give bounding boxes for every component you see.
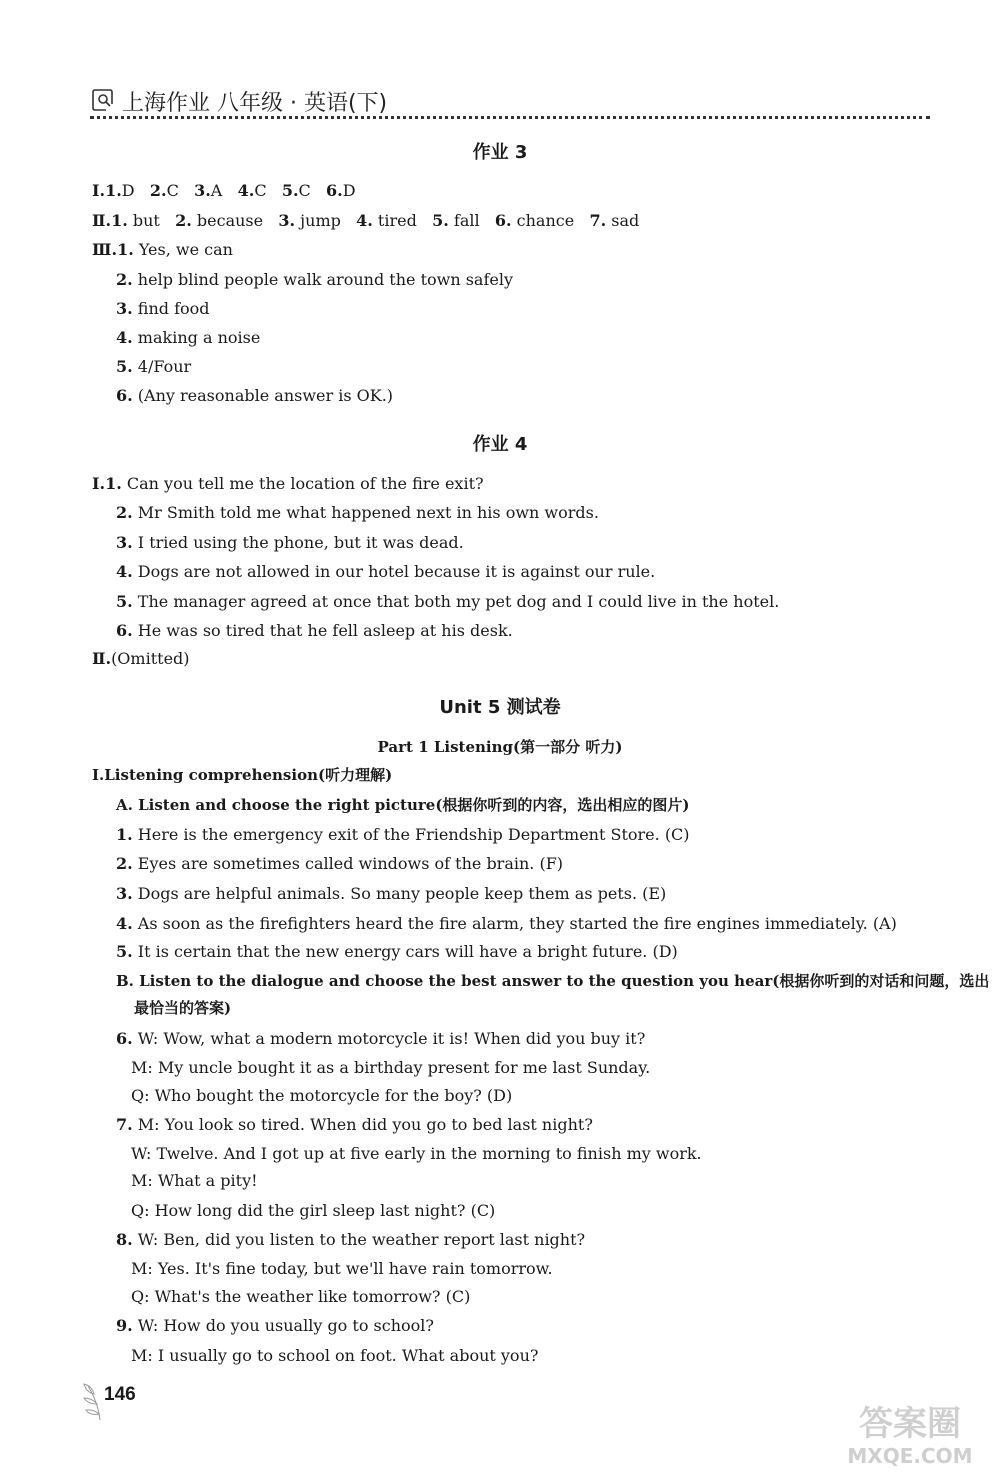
section-b-heading-cont: 最恰当的答案) — [134, 999, 232, 1017]
dialogue-line: Q: What's the weather like tomorrow? (C) — [131, 1287, 471, 1306]
dialogue-line: M: My uncle bought it as a birthday present for me last Sunday. — [131, 1058, 651, 1077]
listening-comprehension-heading: Ⅰ.Listening comprehension(听力理解) — [92, 766, 393, 784]
section-a-item: 5. It is certain that the new energy cars will have a bright future. (D) — [116, 942, 678, 961]
section-a-heading: A. Listen and choose the right picture(根据你听到的内容，选出相应的图片) — [116, 796, 690, 814]
hw3-part3-item: 5. 4/Four — [116, 357, 192, 376]
hw4-part1-item: 4. Dogs are not allowed in our hotel because it is against our rule. — [116, 562, 656, 581]
book-title: 上海作业 八年级 · 英语(下) — [122, 91, 388, 116]
section-title-hw4: 作业 4 — [472, 434, 528, 455]
dialogue-line: 8. W: Ben, did you listen to the weather report last night? — [116, 1230, 586, 1249]
hw4-part1-item: 3. I tried using the phone, but it was dead. — [116, 533, 464, 552]
dialogue-line: 6. W: Wow, what a modern motorcycle it is! When did you buy it? — [116, 1029, 646, 1048]
magnifier-book-icon — [90, 88, 116, 112]
hw3-part3-item: Ⅲ.1. Yes, we can — [92, 240, 233, 259]
section-b-heading: B. Listen to the dialogue and choose the best answer to the question you hear(根据你听到的对话和问题，选出 — [116, 972, 990, 990]
header-divider — [90, 116, 930, 119]
section-title-hw3: 作业 3 — [472, 142, 528, 163]
hw3-part1-answers: Ⅰ.1.D 2.C 3.A 4.C 5.C 6.D — [92, 181, 356, 200]
watermark-text: 答案圈 — [859, 1404, 961, 1444]
section-a-item: 1. Here is the emergency exit of the Friendship Department Store. (C) — [116, 825, 690, 844]
section-a-item: 4. As soon as the firefighters heard the fire alarm, they started the fire engines immediately. (A) — [116, 914, 897, 933]
watermark-logo — [830, 1395, 990, 1470]
dialogue-line: W: Twelve. And I got up at five early in the morning to finish my work. — [131, 1144, 702, 1163]
hw4-part2: Ⅱ.(Omitted) — [92, 649, 190, 668]
hw3-part3-item: 2. help blind people walk around the town safely — [116, 270, 514, 289]
hw4-part1-item: 6. He was so tired that he fell asleep at his desk. — [116, 621, 513, 640]
page-header — [90, 80, 930, 120]
dialogue-line: 9. W: How do you usually go to school? — [116, 1316, 434, 1335]
hw3-part3-item: 6. (Any reasonable answer is OK.) — [116, 386, 394, 405]
section-a-item: 2. Eyes are sometimes called windows of the brain. (F) — [116, 854, 564, 873]
section-title-unit5: Unit 5 测试卷 — [439, 697, 561, 718]
dialogue-line: Q: Who bought the motorcycle for the boy? (D) — [131, 1086, 513, 1105]
part1-heading: Part 1 Listening(第一部分 听力) — [377, 738, 623, 756]
page-number: 146 — [104, 1384, 136, 1405]
dialogue-line: M: What a pity! — [131, 1171, 258, 1190]
hw4-part1-item: Ⅰ.1. Can you tell me the location of the fire exit? — [92, 474, 484, 493]
hw4-part1-item: 5. The manager agreed at once that both my pet dog and I could live in the hotel. — [116, 592, 780, 611]
hw3-part3-item: 3. find food — [116, 299, 210, 318]
hw3-part3-item: 4. making a noise — [116, 328, 261, 347]
hw3-part2-answers: Ⅱ.1. but 2. because 3. jump 4. tired 5. fall 6. chance 7. sad — [92, 211, 640, 230]
hw4-part1-item: 2. Mr Smith told me what happened next in his own words. — [116, 503, 599, 522]
dialogue-line: 7. M: You look so tired. When did you go to bed last night? — [116, 1115, 593, 1134]
section-a-item: 3. Dogs are helpful animals. So many people keep them as pets. (E) — [116, 884, 667, 903]
dialogue-line: M: Yes. It's fine today, but we'll have rain tomorrow. — [131, 1259, 553, 1278]
dialogue-line: M: I usually go to school on foot. What about you? — [131, 1346, 539, 1365]
dialogue-line: Q: How long did the girl sleep last night? (C) — [131, 1201, 496, 1220]
watermark-url: MXQE.COM — [847, 1444, 973, 1468]
